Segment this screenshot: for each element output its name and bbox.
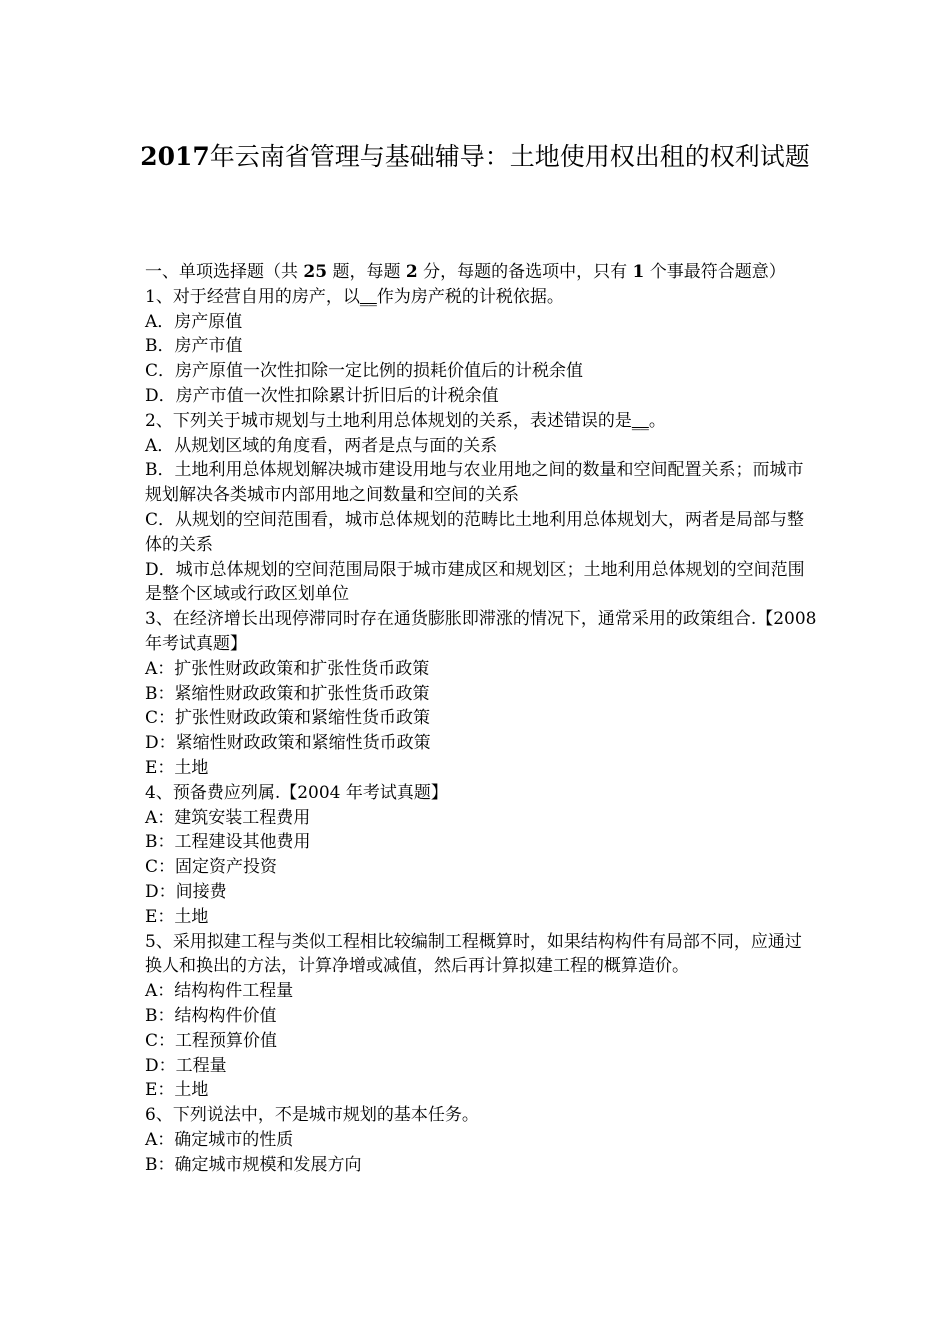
question-4-option-b: B：工程建设其他费用 <box>145 832 311 853</box>
question-3-option-e: E：土地 <box>145 757 209 778</box>
section-text-1: 一、单项选择题（共 <box>145 262 304 282</box>
points-per-question: 2 <box>405 262 418 282</box>
question-6-option-b: B：确定城市规模和发展方向 <box>145 1154 362 1175</box>
question-1-text-b: 作为房产税的计税依据。 <box>376 286 564 307</box>
question-3-option-d: D：紧缩性财政政策和紧缩性货币政策 <box>145 733 431 754</box>
question-1-option-b: B．房产市值 <box>145 336 243 357</box>
question-2-blank: __ <box>631 410 649 431</box>
correct-count: 1 <box>632 262 645 282</box>
question-3-option-b: B：紧缩性财政政策和扩张性货币政策 <box>145 683 430 704</box>
question-1-option-d: D．房产市值一次性扣除累计折旧后的计税余值 <box>145 385 499 406</box>
section-heading <box>145 260 817 285</box>
title-text: 年云南省管理与基础辅导：土地使用权出租的权利试题 <box>209 142 810 171</box>
question-3-stem: 3、在经济增长出现停滞同时存在通货膨胀即滞涨的情况下，通常采用的政策组合.【2008 年考试真题】 <box>145 609 822 654</box>
section-text-4: 个事最符合题意） <box>644 262 786 282</box>
question-1-option-a: A．房产原值 <box>145 311 243 332</box>
question-5-option-d: D：工程量 <box>145 1055 227 1076</box>
question-5-option-a: A：结构构件工程量 <box>145 981 294 1002</box>
question-3-option-c: C：扩张性财政政策和紧缩性货币政策 <box>145 708 431 729</box>
question-5-option-e: E：土地 <box>145 1080 209 1101</box>
question-4-option-c: C：固定资产投资 <box>145 857 278 878</box>
question-2-text-a: 2、下列关于城市规划与土地利用总体规划的关系，表述错误的是 <box>145 410 632 431</box>
document-body <box>145 260 822 1177</box>
question-2-stem <box>145 409 817 434</box>
question-2-option-b: B．土地利用总体规划解决城市建设用地与农业用地之间的数量和空间配置关系；而城市规划解决各类城市内部用地之间数量和空间的关系 <box>145 460 804 506</box>
question-4-option-e: E：土地 <box>145 906 209 927</box>
question-count: 25 <box>303 262 328 282</box>
question-2-option-c: C．从规划的空间范围看，城市总体规划的范畴比土地利用总体规划大，两者是局部与整体的关系 <box>145 509 805 555</box>
document-title <box>120 128 830 186</box>
title-year: 2017 <box>140 142 210 171</box>
question-5-option-b: B：结构构件价值 <box>145 1005 277 1026</box>
section-text-3: 分，每题的备选项中，只有 <box>417 262 633 282</box>
question-2-option-a: A．从规划区域的角度看，两者是点与面的关系 <box>145 435 498 456</box>
section-text-2: 题，每题 <box>327 262 406 282</box>
question-1-text-a: 1、对于经营自用的房产，以 <box>145 286 360 307</box>
question-4-option-a: A：建筑安装工程费用 <box>145 807 311 828</box>
question-1-stem <box>145 285 817 310</box>
question-2-option-d: D．城市总体规划的空间范围局限于城市建成区和规划区；土地利用总体规划的空间范围是整个区域或行政区划单位 <box>145 559 805 605</box>
question-5-stem: 5、采用拟建工程与类似工程相比较编制工程概算时，如果结构构件有局部不同，应通过换人和换出的方法，计算净增或减值，然后再计算拟建工程的概算造价。 <box>145 931 802 977</box>
question-5-option-c: C：工程预算价值 <box>145 1030 278 1051</box>
question-2-text-b: 。 <box>648 410 666 431</box>
question-3-option-a: A：扩张性财政政策和扩张性货币政策 <box>145 658 430 679</box>
question-6-option-a: A：确定城市的性质 <box>145 1129 294 1150</box>
question-1-blank: __ <box>359 286 377 307</box>
question-6-stem: 6、下列说法中，不是城市规划的基本任务。 <box>145 1105 479 1126</box>
question-4-stem: 4、预备费应列属.【2004 年考试真题】 <box>145 782 448 803</box>
question-4-option-d: D：间接费 <box>145 881 227 902</box>
question-1-option-c: C．房产原值一次性扣除一定比例的损耗价值后的计税余值 <box>145 361 584 382</box>
